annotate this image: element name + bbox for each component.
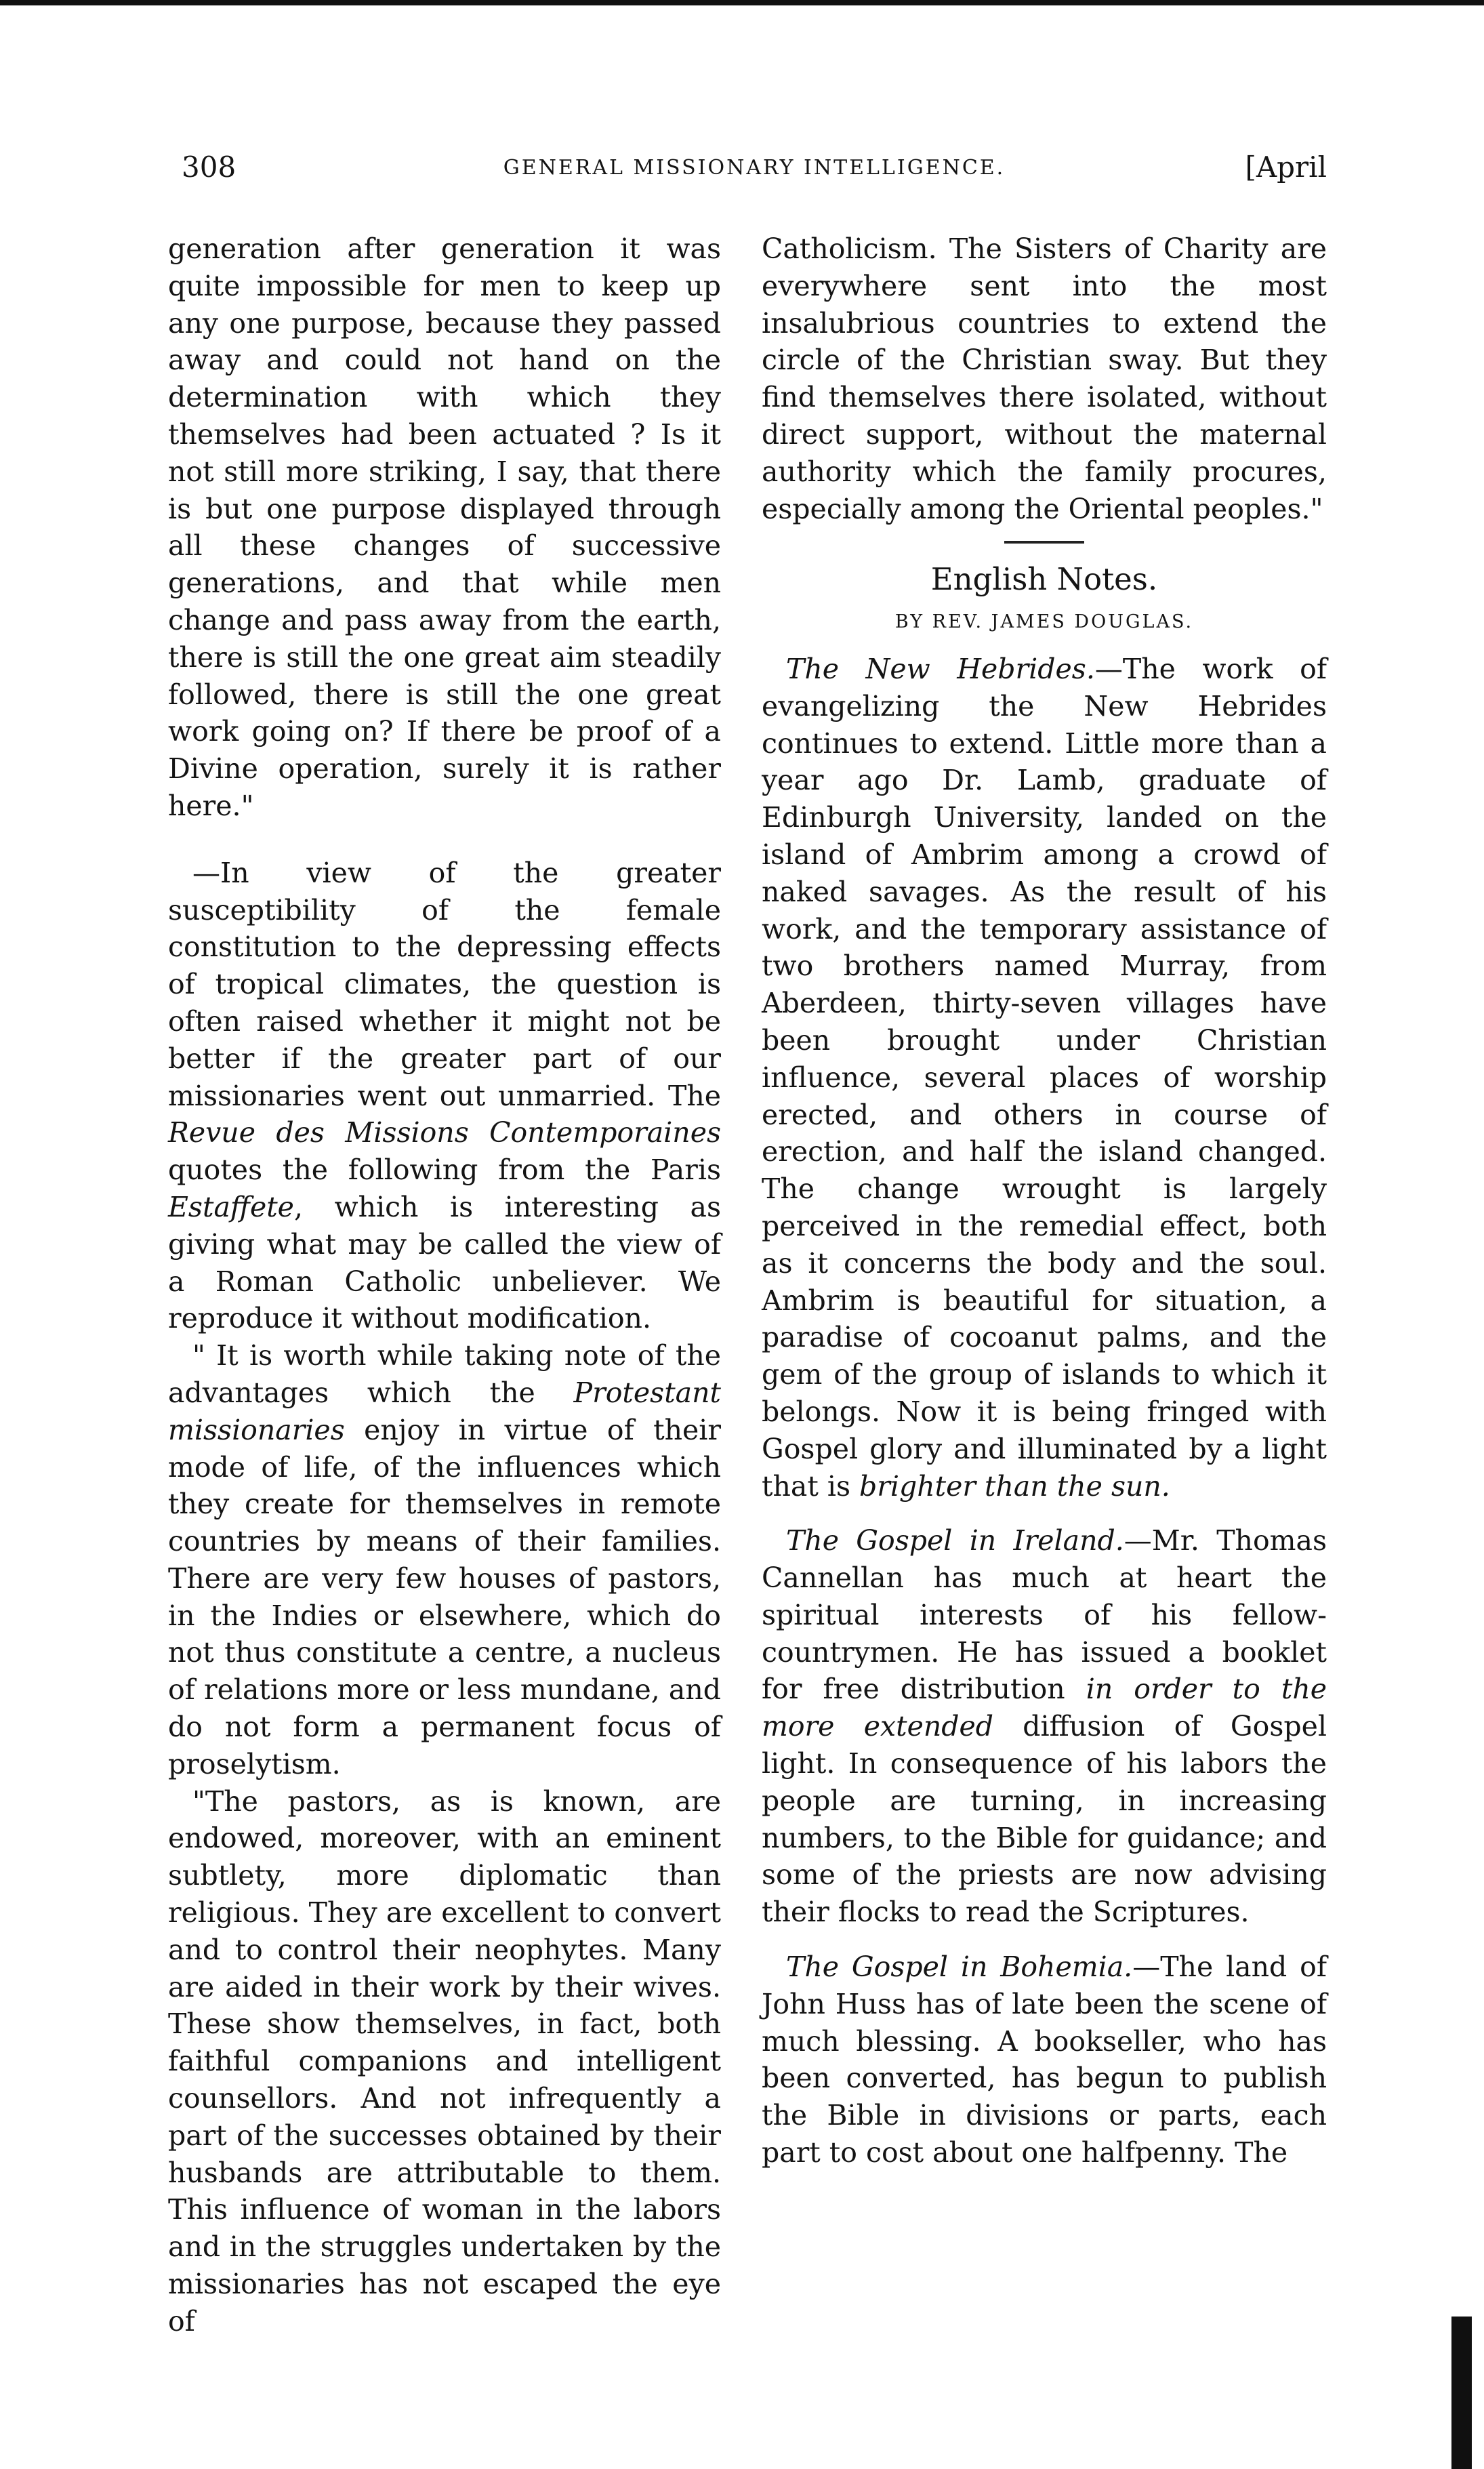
scan-edge-mark bbox=[1451, 2317, 1472, 2469]
note-new-hebrides: The New Hebrides.—The work of evangelizing the New Hebrides continues to extend. Little more than a year ago Dr. Lamb, graduate of Edinburgh University, landed on the island of Ambrim among a crowd of naked savages. As the result of his work, and the temporary assistance of two brothers named Murray, from Aberdeen, thirty-seven villages have been brought under Christian influence, several places of worship erected, and others in course of erection, and half the island changed. The change wrought is largely perceived in the remedial effect, both as it concerns the body and the soul. Ambrim is beautiful for situation, a paradise of cocoanut palms, and the gem of the group of islands to which it belongs. Now it is being fringed with Gospel glory and illuminated by a light that is brighter than the sun. bbox=[762, 652, 1327, 1503]
running-title: GENERAL MISSIONARY INTELLIGENCE. bbox=[503, 156, 1006, 180]
newspaper-title: Estaffete bbox=[168, 1190, 294, 1223]
section-byline: BY REV. JAMES DOUGLAS. bbox=[894, 611, 1194, 633]
page-header bbox=[182, 150, 1327, 198]
paragraph-female-constitution: —In view of the greater susceptibility of the female constitution to the depressing effects of tropical climates, the question is often raised whether it might not be better if the greater part of our missionaries went out unmarried. The Revue des Missions Contemporaines quotes the following from the Paris Estaffete, which is interesting as giving what may be called the view of a Roman Catholic unbeliever. We reproduce it without modification. bbox=[168, 856, 721, 1335]
paragraph-quote-pastors: "The pastors, as is known, are endowed, moreover, with an eminent subtlety, more diplomatic than religious. They are excellent to convert and to control their neophytes. Many are aided in their work by their wives. These show themselves, in fact, both faithful companions and intelligent counsellors. And not infrequently a part of the successes obtained by their husbands are attributable to them. This influence of woman in the labors and in the struggles undertaken by the missionaries has not escaped the eye of bbox=[168, 1784, 721, 2338]
scan-top-border bbox=[0, 0, 1484, 5]
note-gospel-bohemia: The Gospel in Bohemia.—The land of John Huss has of late been the scene of much blessing. A bookseller, who has been converted, has begun to publish the Bible in divisions or parts, each part to cost about one halfpenny. The bbox=[762, 1951, 1327, 2169]
page-number: 308 bbox=[182, 150, 236, 184]
note-gospel-ireland: The Gospel in Ireland.—Mr. Thomas Cannellan has much at heart the spiritual interests of his fellow-countrymen. He has issued a booklet for free distribution in order to the more extended diffusion of Gospel light. In consequence of his labors the people are turning, in increasing numbers, to the Bible for guidance; and some of the priests are now advising their flocks to read the Scriptures. bbox=[762, 1524, 1327, 1929]
note-lead: The New Hebrides. bbox=[786, 652, 1095, 685]
right-column bbox=[762, 230, 1327, 2171]
note-lead: The Gospel in Bohemia. bbox=[786, 1951, 1133, 1984]
paragraph-quote-advantages: " It is worth while taking note of the advantages which the Protestant missionaries enjoy in virtue of their mode of life, of the influences which they create for themselves in remote countries by means of their families. There are very few houses of pastors, in the Indies or elsewhere, which do not thus constitute a centre, a nucleus of relations more or less mundane, and do not form a permanent focus of proselytism. bbox=[168, 1339, 721, 1780]
journal-title: Revue des Missions Contemporaines bbox=[168, 1116, 721, 1149]
section-title: English Notes. bbox=[930, 561, 1158, 598]
section-divider bbox=[1004, 541, 1084, 544]
paragraph-continuation: generation after generation it was quite impossible for men to keep up any one purpose, because they passed away and could not hand on the determination with which they themselves had been actuated ? Is it not still more striking, I say, that there is but one purpose displayed through all these changes of successive generations, and that while men change and pass away from the earth, there is still the one great aim steadily followed, there is still the one great work going on? If there be proof of a Divine operation, surely it is rather here." bbox=[168, 232, 721, 822]
note-lead: The Gospel in Ireland. bbox=[786, 1524, 1124, 1557]
left-column bbox=[168, 230, 721, 2340]
paragraph-catholicism: Catholicism. The Sisters of Charity are everywhere sent into the most insalubrious countries to extend the circle of the Christian sway. But they find themselves there isolated, without direct support, without the maternal authority which the family procures, especially among the Oriental peoples." bbox=[762, 232, 1327, 525]
issue-month: [April bbox=[1245, 150, 1327, 184]
